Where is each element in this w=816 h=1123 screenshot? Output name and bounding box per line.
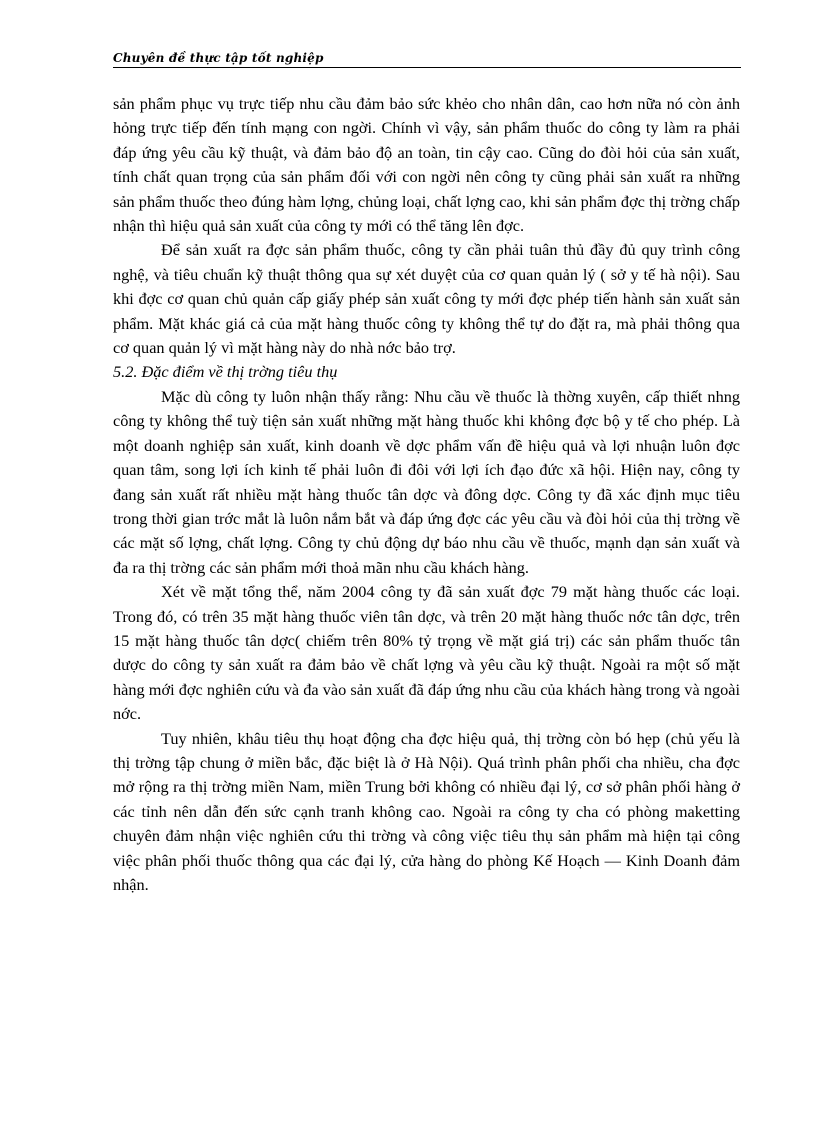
paragraph-market-needs: Mặc dù công ty luôn nhận thấy rằng: Nhu cầu về thuốc là thờng xuyên, cấp thiết nhng công ty không thể tuỳ tiện sản xuất những mặt hàng thuốc khi không đợc bộ y tế cho phép. Là một doanh nghiệp sản xuất, kinh doanh về dợc phẩm vấn đề hiệu quả và lợi nhuận luôn đợc quan tâm, song lợi ích kinh tế phải luôn đi đôi với lợi ích đạo đức xã hội. Hiện nay, công ty đang sản xuất rất nhiều mặt hàng thuốc tân dợc và đông dợc. Công ty đã xác định mục tiêu trong thời gian trớc mắt là luôn nắm bắt và đáp ứng đợc các yêu cầu và đòi hỏi của thị trờng về các mặt số lợng, chất lợng. Công ty chủ động dự báo nhu cầu về thuốc, mạnh dạn sản xuất và đa ra thị trờng các sản phẩm mới thoả mãn nhu cầu khách hàng.	[113, 386, 740, 577]
paragraph-continuation: sản phẩm phục vụ trực tiếp nhu cầu đảm bảo sức khẻo cho nhân dân, cao hơn nữa nó còn ảnh hỏng trực tiếp đến tính mạng con ngời. Chính vì vậy, sản phẩm thuốc do công ty làm ra phải đáp ứng yêu cầu kỹ thuật, và đảm bảo độ an toàn, tin cậy cao. Cũng do đòi hỏi của sản xuất, tính chất quan trọng của sản phẩm đối với con ngời nên công ty cũng phải sản xuất ra những sản phẩm thuốc theo đúng hàm lợng, chủng loại, chất lợng cao, khi sản phẩm đợc thị trờng chấp nhận thì hiệu quả sản xuất của công ty mới có thể tăng lên đợc.	[113, 94, 740, 236]
paragraph-production-process: Để sản xuất ra đợc sản phẩm thuốc, công ty cần phải tuân thủ đầy đủ quy trình công nghệ, và tiêu chuẩn kỹ thuật thông qua sự xét duyệt của cơ quan quản lý ( sở y tế hà nội). Sau khi đợc cơ quan chủ quản cấp giấy phép sản xuất công ty mới đợc phép tiến hành sản xuất sản phẩm. Mặt khác giá cả của mặt hàng thuốc công ty không thể tự do đặt ra, mà phải thông qua cơ quan quản lý vì mặt hàng này do nhà nớc bảo trợ.	[113, 240, 740, 358]
header-title: Chuyên đề thực tập tốt nghiệp	[113, 51, 324, 65]
document-body	[113, 92, 740, 897]
paragraph-product-overview: Xét về mặt tổng thể, năm 2004 công ty đã sản xuất đợc 79 mặt hàng thuốc các loại. Trong đó, có trên 35 mặt hàng thuốc viên tân dợc, và trên 20 mặt hàng thuốc nớc tân dợc, trên 15 mặt hàng thuốc tân dợc( chiếm trên 80% tỷ trọng về mặt giá trị) các sản phẩm thuốc tân dược do công ty sản xuất ra đảm bảo về chất lợng và yêu cầu kỹ thuật. Ngoài ra một số mặt hàng mới đợc nghiên cứu và đa vào sản xuất đã đáp ứng nhu cầu của khách hàng trong và ngoài nớc.	[113, 582, 740, 724]
paragraph-distribution: Tuy nhiên, khâu tiêu thụ hoạt động cha đợc hiệu quả, thị trờng còn bó hẹp (chủ yếu là thị trờng tập chung ở miền bắc, đặc biệt là ở Hà Nội). Quá trình phân phối cha nhiều, cha đợc mở rộng ra thị trờng miền Nam, miền Trung bởi không có nhiều đại lý, cơ sở phân phối hàng ở các tỉnh nên dẫn đến sức cạnh tranh không cao. Ngoài ra công ty cha có phòng maketting chuyên đảm nhận việc nghiên cứu thi trờng và công việc tiêu thụ sản phẩm mà hiện tại công việc phân phối thuốc thông qua các đại lý, cửa hàng do phòng Kế Hoạch — Kinh Doanh đảm nhận.	[113, 728, 740, 894]
section-heading: 5.2. Đặc điểm về thị trờng tiêu thụ	[113, 362, 338, 382]
page-header	[113, 49, 741, 68]
